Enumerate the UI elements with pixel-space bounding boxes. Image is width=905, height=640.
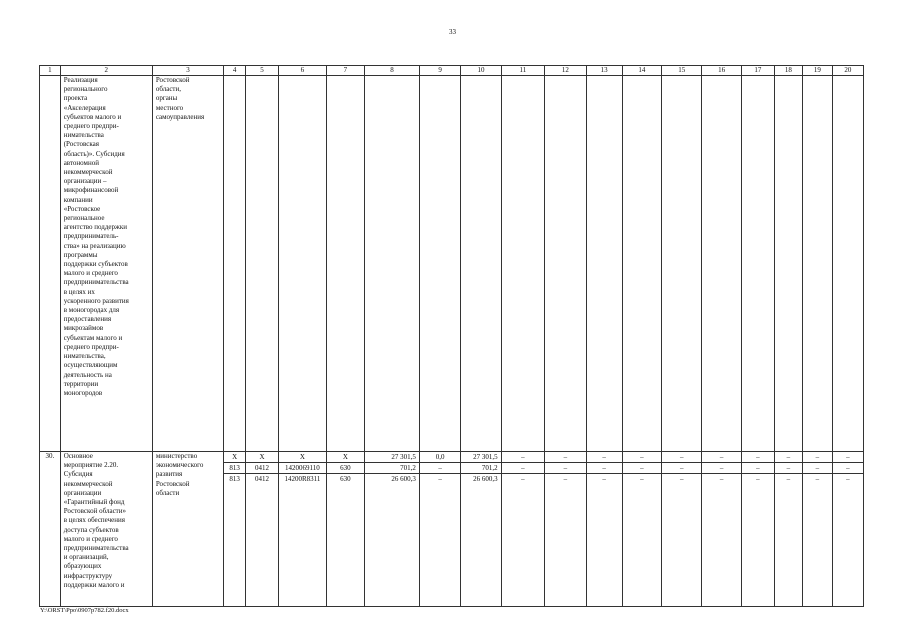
cell-value: – [803,463,832,474]
cell-value: – [719,475,724,483]
col-header: 4 [224,66,246,76]
cell-value: – [702,452,740,463]
col-header: 18 [774,66,802,76]
col-header: 6 [279,66,327,76]
year-cell [419,452,460,607]
cell-value: – [833,452,863,463]
cell-value: – [786,475,791,483]
cell-value: 27 301,5 [461,452,500,463]
cell-value: – [640,475,644,483]
csr-cell [279,452,327,607]
cell-value: – [756,475,760,483]
cell-value: – [702,463,740,474]
cell-value: – [602,475,606,483]
measure-name: Основное мероприятие 2.20. Субсидия некоммерческой организации «Гарантийный фонд Ростовской области» в целях обеспечения доступа субъектов малого и среднего предпринимательства и организаций, образующих инфраструктуру поддержки малого и [60,452,152,607]
cell-value: 26 600,3 [391,475,416,483]
cell-value: 0412 [246,463,278,474]
cell-value: – [502,463,544,474]
cell-value: – [775,452,802,463]
cell-value: – [742,463,774,474]
year-cell [622,452,661,607]
cell-value: – [662,452,701,463]
year-cell [461,452,501,607]
col-header: 17 [741,66,774,76]
cell-value: – [502,452,544,463]
col-header: 9 [419,66,460,76]
cell-value: – [623,452,661,463]
cell-value: 0,0 [420,452,460,463]
col-header: 15 [662,66,702,76]
col-header: 20 [832,66,863,76]
cell-value: 630 [340,475,351,483]
table-row-30 [40,452,864,607]
grbs-cell [224,452,246,607]
cell-value: – [775,463,802,474]
cell-value: 701,2 [461,463,500,474]
col-header: 11 [501,66,544,76]
cell-value: 813 [224,463,245,474]
year-cell [741,452,774,607]
cell-value: 630 [327,463,364,474]
row-number: 30. [40,452,61,607]
year-cell [501,452,544,607]
cell-value: Х [279,452,326,463]
rzpr-cell [245,452,278,607]
total-cell [365,452,420,607]
measure-name: Реализация регионального проекта «Акселерация субъектов малого и среднего предпри- нимательства (Ростовская область)». Субсидия автономной некоммерческой организации – микрофинансовой компании «Ростовское региональное агентство поддержки предприниматель- ства» на реализацию программы поддержки субъектов малого и среднего предпринимательства в целях их ускоренного развития в моногородах для предоставления микрозаймов субъектам малого и среднего предпри- нимательства, осуществляющим деятельность на территории моногородов [60,76,152,452]
cell-value: 27 301,5 [365,452,419,463]
cell-value: – [587,463,622,474]
year-cell [774,452,802,607]
cell-value: – [438,475,442,483]
row-number [40,76,61,452]
cell-value: Х [224,452,245,463]
col-header: 19 [802,66,832,76]
cell-value: – [545,452,585,463]
cell-value: 26 600,3 [473,475,498,483]
cell-value: – [833,463,863,474]
cell-value: – [742,452,774,463]
cell-value: – [623,463,661,474]
col-header: 1 [40,66,61,76]
vr-cell [326,452,364,607]
year-cell [802,452,832,607]
col-header: 2 [60,66,152,76]
cell-value: Х [246,452,278,463]
col-header: 7 [326,66,364,76]
table-row-continuation [40,76,864,452]
col-header: 10 [461,66,501,76]
year-cell [702,452,741,607]
executor: министерство экономического развития Ростовской области [152,452,223,607]
year-cell [832,452,863,607]
cell-value: – [679,475,684,483]
year-cell [662,452,702,607]
col-header: 14 [622,66,661,76]
cell-value: – [420,463,460,474]
col-header: 3 [152,66,223,76]
cell-value: 14200R8311 [284,475,321,483]
col-header: 12 [545,66,586,76]
page-number: 33 [449,28,456,36]
cell-value: – [846,475,850,483]
col-header: 8 [365,66,420,76]
year-cell [586,452,622,607]
cell-value: – [521,475,525,483]
col-header: 13 [586,66,622,76]
cell-value: Х [327,452,364,463]
cell-value: – [803,452,832,463]
cell-value: – [587,452,622,463]
cell-value: – [815,475,820,483]
col-header: 5 [245,66,278,76]
cell-value: – [662,463,701,474]
cell-value: – [545,463,585,474]
executor: Ростовской области, органы местного самоуправления [152,76,223,452]
col-header: 16 [702,66,741,76]
year-cell [545,452,586,607]
cell-value: – [563,475,568,483]
cell-value: 813 [229,475,240,483]
cell-value: 1420069110 [279,463,326,474]
cell-value: 0412 [255,475,270,483]
footer-file-path: Y:\ORST\Ppo\0907p782.f20.docx [40,607,129,614]
budget-table [39,65,864,607]
cell-value: 701,2 [365,463,419,474]
column-number-row [40,66,864,76]
